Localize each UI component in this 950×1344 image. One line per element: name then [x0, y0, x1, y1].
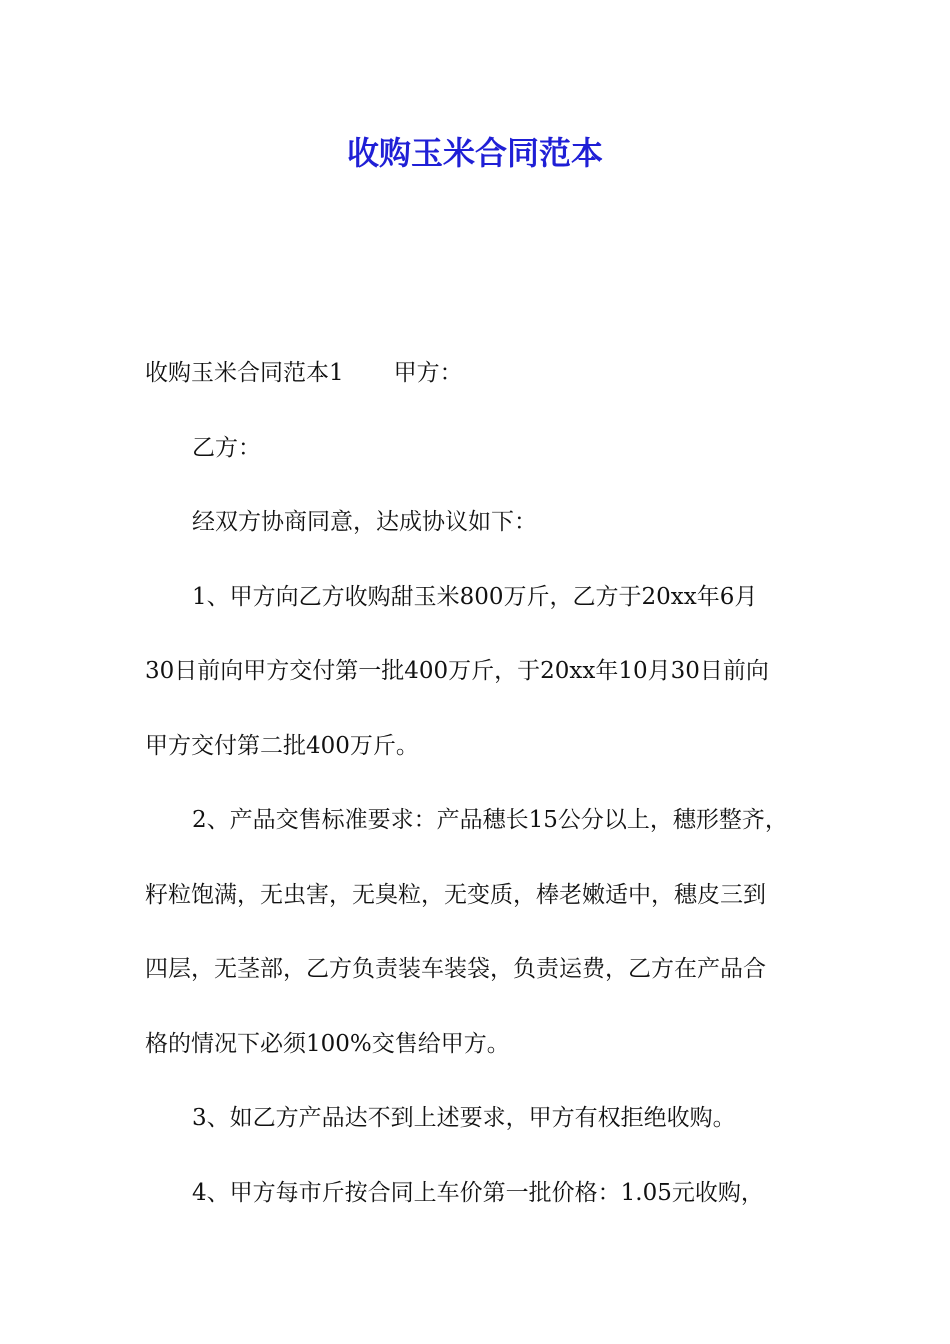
clause-1-line-2: 30日前向甲方交付第一批400万斤，于20xx年10月30日前向 [145, 658, 769, 684]
clause-4-line-1: 4、甲方每市斤按合同上车价第一批价格：1.05元收购， [192, 1179, 764, 1206]
party-b-label: 乙方： [192, 434, 261, 461]
clause-1-line-3: 甲方交付第二批400万斤。 [145, 732, 419, 759]
document-title: 收购玉米合同范本 [346, 134, 603, 172]
contract-heading-line [145, 336, 835, 411]
clause-3-line-1: 3、如乙方产品达不到上述要求，甲方有权拒绝收购。 [192, 1105, 736, 1131]
document-body [145, 336, 835, 1230]
clause-2-line-4: 格的情况下必须100%交售给甲方。 [145, 1030, 510, 1057]
clause-2-line-2: 籽粒饱满，无虫害，无臭粒，无变质，棒老嫩适中，穗皮三到 [145, 881, 766, 908]
clause-2-line-3: 四层，无茎部，乙方负责装车装袋，负责运费，乙方在产品合 [145, 956, 766, 982]
agreement-intro: 经双方协商同意，达成协议如下： [192, 509, 537, 535]
contract-subtitle: 收购玉米合同范本1 [145, 360, 344, 386]
clause-1-line-1: 1、甲方向乙方收购甜玉米800万斤，乙方于20xx年6月 [192, 583, 758, 610]
party-a-label: 甲方： [393, 360, 463, 386]
clause-2-line-1: 2、产品交售标准要求：产品穗长15公分以上，穗形整齐， [192, 807, 788, 833]
